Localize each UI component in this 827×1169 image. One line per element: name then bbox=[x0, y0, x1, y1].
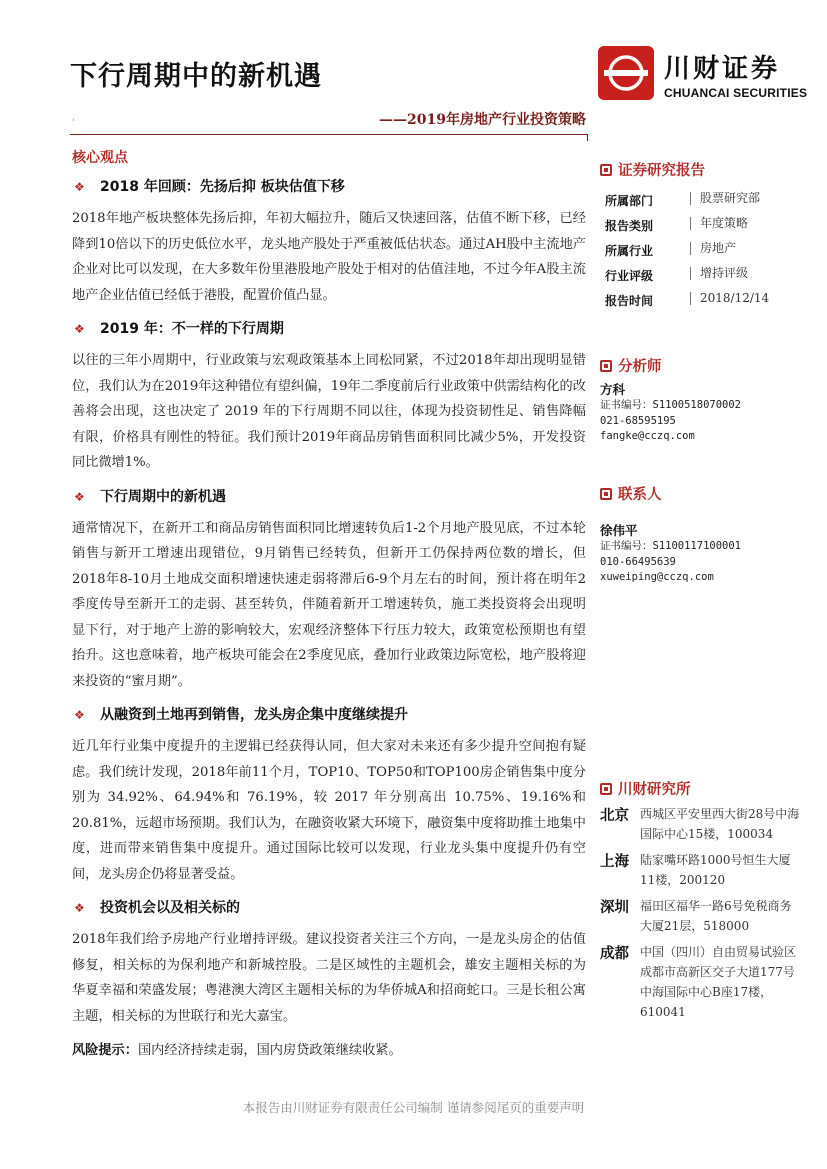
info-row-date: 报告时间 2018/12/14 bbox=[605, 291, 770, 308]
logo-chinese-name: 川财证券 bbox=[664, 54, 781, 84]
analyst-phone: 021-68595195 bbox=[600, 414, 676, 427]
analyst-panel bbox=[600, 357, 800, 445]
office-address: 西城区平安里西大街28号中海国际中心15楼，100034 bbox=[640, 807, 800, 841]
info-row-rating: 行业评级 增持评级 bbox=[605, 266, 749, 283]
office-address: 中国（四川）自由贸易试验区成都市高新区交子大道177号中海国际中心B座17楼，610041 bbox=[640, 945, 797, 1019]
report-info-panel bbox=[600, 161, 800, 317]
footer-disclaimer: 本报告由川财证券有限责任公司编制 谨请参阅尾页的重要声明 bbox=[242, 1100, 585, 1115]
section-heading bbox=[72, 897, 586, 919]
info-row-category: 报告类别 年度策略 bbox=[605, 216, 749, 233]
risk-text: 国内经济持续走弱，国内房贷政策继续收紧。 bbox=[137, 1043, 402, 1058]
header-divider-end bbox=[587, 134, 588, 141]
square-bullet-icon bbox=[600, 488, 612, 500]
contact-panel bbox=[600, 485, 800, 586]
contact-cert: 证书编号：S1100117100001 bbox=[600, 540, 742, 552]
analyst-name: 方科 bbox=[600, 382, 626, 397]
chuancai-logo-icon bbox=[598, 46, 654, 100]
report-title: 下行周期中的新机遇 bbox=[70, 61, 322, 92]
section-heading bbox=[72, 176, 586, 198]
diamond-bullet-icon: ❖ bbox=[74, 489, 85, 504]
contact-phone: 010-66495639 bbox=[600, 555, 676, 568]
header-divider bbox=[70, 134, 587, 135]
square-bullet-icon bbox=[600, 164, 612, 176]
square-bullet-icon bbox=[600, 360, 612, 372]
diamond-bullet-icon: ❖ bbox=[74, 901, 85, 915]
contact-name: 徐伟平 bbox=[600, 523, 638, 538]
report-subtitle: ——2019年房地产行业投资策略 bbox=[379, 112, 586, 128]
section-paragraph: 以往的三年小周期中，行业政策与宏观政策基本上同松同紧，不过2018年却出现明显错位，我们认为在2019年这种错位有望纠偏，19年二季度前后行业政策中供需结构化的改善将会出现，这也决定了 2019 年的下行周期不同以往，体现为投资韧性足、销售降幅有限，价格具有刚性的特征。我们预计2019年商品房销售面积同比减少5%，开发投资同比微增1%。 bbox=[72, 353, 586, 470]
section-paragraph: 2018年地产板块整体先扬后抑，年初大幅拉升，随后又快速回落，估值不断下移，已经降到10倍以下的历史低位水平，龙头地产股处于严重被低估状态。通过AH股中主流地产企业对比可以发现，在大多数年份里港股地产股处于相对的估值洼地，不过今年A股主流地产企业估值已经低于港股，配置价值凸显。 bbox=[72, 211, 586, 303]
section-paragraph: 2018年我们给予房地产行业增持评级。建议投资者关注三个方向，一是龙头房企的估值修复，相关标的为保利地产和新城控股。二是区域性的主题机会，雄安主题相关标的为华夏幸福和荣盛发展；粤港澳大湾区主题相关标的为华侨城A和招商蛇口。三是长租公寓主题，相关标的为世联行和光大嘉宝。 bbox=[72, 932, 586, 1024]
office-chengdu: 成都 中国（四川）自由贸易试验区成都市高新区交子大道177号中海国际中心B座17楼，610041 bbox=[600, 942, 800, 1022]
diamond-bullet-icon: ❖ bbox=[74, 708, 85, 722]
analyst-cert: 证书编号：S1100518070002 bbox=[600, 399, 742, 411]
analyst-email[interactable]: fangke@cczq.com bbox=[600, 430, 695, 442]
office-shenzhen: 深圳 福田区福华一路6号免税商务大厦21层，518000 bbox=[600, 896, 800, 936]
office-shanghai: 上海 陆家嘴环路1000号恒生大厦11楼，200120 bbox=[600, 850, 800, 890]
diamond-bullet-icon: ❖ bbox=[74, 322, 85, 336]
section-heading-text: 投资机会以及相关标的 bbox=[100, 900, 240, 916]
institute-panel bbox=[600, 780, 800, 1022]
header-tick-mark: ' bbox=[72, 118, 75, 128]
logo-english-name: CHUANCAI SECURITIES bbox=[664, 86, 808, 100]
section-heading-text: 从融资到土地再到销售，龙头房企集中度继续提升 bbox=[100, 707, 408, 723]
info-row-industry: 所属行业 房地产 bbox=[605, 241, 737, 258]
section-heading bbox=[72, 704, 586, 726]
office-address: 福田区福华一路6号免税商务大厦21层，518000 bbox=[640, 899, 792, 933]
section-paragraph: 通常情况下，在新开工和商品房销售面积同比增速转负后1-2个月地产股见底，不过本轮销售与新开工增速出现错位，9月销售已经转负，但新开工仍保持两位数的增长，但2018年8-10月土地成交面积增速快速走弱将滞后6-9个月左右的时间，预计将在明年2季度传导至新开工的走弱、甚至转负，伴随着新开工增速转负，施工类投资将会出现明显下行，对于地产上游的影响较大，宏观经济整体下行压力较大，政策宽松预期也有望抬升。这也意味着，地产板块可能会在2季度见底，叠加行业政策边际宽松，地产股将迎来投资的“蜜月期”。 bbox=[72, 520, 586, 689]
risk-warning bbox=[72, 1039, 586, 1063]
contact-heading: 联系人 bbox=[600, 485, 800, 505]
office-address: 陆家嘴环路1000号恒生大厦11楼，200120 bbox=[640, 853, 791, 887]
square-bullet-icon bbox=[600, 783, 612, 795]
info-row-department: 所属部门 股票研究部 bbox=[605, 191, 761, 208]
contact-email[interactable]: xuweiping@cczq.com bbox=[600, 571, 714, 583]
institute-heading: 川财研究所 bbox=[600, 780, 800, 800]
company-logo bbox=[598, 46, 808, 106]
analyst-heading: 分析师 bbox=[600, 357, 800, 377]
core-viewpoint-label: 核心观点 bbox=[72, 150, 128, 166]
section-heading-text: 2019 年：不一样的下行周期 bbox=[100, 321, 284, 337]
main-content bbox=[72, 148, 586, 1063]
section-heading-text: 下行周期中的新机遇 bbox=[100, 488, 226, 505]
report-info-heading: 证券研究报告 bbox=[600, 161, 800, 181]
office-beijing: 北京 西城区平安里西大街28号中海国际中心15楼，100034 bbox=[600, 804, 800, 844]
section-heading-text: 2018 年回顾：先扬后抑 板块估值下移 bbox=[100, 179, 345, 195]
section-paragraph: 近几年行业集中度提升的主逻辑已经获得认同，但大家对未来还有多少提升空间抱有疑虑。我们统计发现，2018年前11个月，TOP10、TOP50和TOP100房企销售集中度分别为 34.92%、64.94%和 76.19%，较 2017 年分别高出 10.75%、19.16%和 20.81%，远超市场预期。我们认为，在融资收紧大环境下，融资集中度将助推土地集中度，进而带来销售集中度提升。通过国际比较可以发现，行业龙头集中度提升仍有空间，龙头房企仍将显著受益。 bbox=[72, 739, 586, 882]
section-heading bbox=[72, 318, 586, 340]
diamond-bullet-icon: ❖ bbox=[74, 180, 85, 194]
risk-label: 风险提示： bbox=[72, 1043, 138, 1058]
section-heading bbox=[72, 486, 586, 508]
